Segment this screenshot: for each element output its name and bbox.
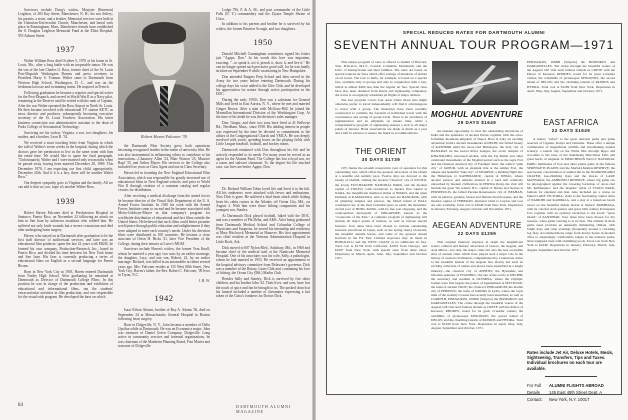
tour-title: THE ORIENT xyxy=(355,147,407,157)
rates-note: Rates include Jet Air, Deluxe Hotels, Meals, Sightseeing, Transfers, Tips and Taxes. Individual brochures on each tour are available. xyxy=(527,350,614,371)
obit-paragraph: Dr. Richard William Tobin loved life and lived it to the hilt. All his endeavors were attacked with fervor and enthusiasm. Now Dick is gone. He suffered a fatal heart attack while fishing from his cabin cruiser in the Atlantic off Ocean City, Md., on August 2. With him were those fishing companions and his youngest son, Stanley. xyxy=(216,186,310,213)
divider xyxy=(545,376,597,377)
ad-column-1 xyxy=(335,60,427,386)
portrait-photo xyxy=(118,12,210,132)
right-page xyxy=(316,0,628,420)
obit-paragraph: Don attended Rutgers Prep School and then served in the Army for two years before entering Dartmouth. During his college days his voice added to the Glee Club, and he developed his appreciation for nature through active participation in the DOC. xyxy=(216,74,310,97)
obit-paragraph: At Dartmouth Dick played football, hiked with the DOC, and was a member of Phi Delta, and AKK. After being graduated from Dartmouth Medical School and Columbia College of Physicians and Surgeons, he served his internship and residency at Mary Hitchcock Memorial in Hanover. His first appointment was chief resident at the Veterans Administration Hospital in Little Rock, Ark. xyxy=(216,213,310,244)
tour-title: MOGHUL ADVENTURE xyxy=(431,110,523,119)
contact-value: New York, N.Y. 10017 xyxy=(549,396,590,402)
class-year-heading: 1950 xyxy=(253,36,273,47)
obit-paragraph: Dick moved to 607 Nylon Blvd., Salisbury, Md., in 1960 and became chief of the medical staff at the Nanticoke Memorial Hospital. One of his associates was his wife, Sally, a pathologist, whom he had married in 1953. He received an appointment to the hospital advisory committee from Delaware's governor. Dick was a member of the Rotary, Lions Club and, continuing his love of fishing, the Ocean City (Md.) Marlin Club. xyxy=(216,245,310,276)
obit-paragraph: After receiving a medical discharge from the armed forces he became director of the Visual Aids Department of the U. S. Armed Forces Institute. In 1945 his work with the Armed Forces Institute came to an end and he became associated with Metro-Goldwyn-Mayer in that company's program for worldwide distribution of educational and fact films outside the United States. He believed that such films could better promote world peace through public education and enlightenment if they were adapted to meet each country's needs. Under his direction films were distributed in 100 countries. He became a close associate of Orton H. Hicks '21, later Vice President of the College, during their tenures at Loew's-MGM. xyxy=(118,194,210,246)
running-footer: DARTMOUTH ALUMNI MAGAZINE xyxy=(236,404,291,414)
obit-paragraph: Robert Haven Falconer died at Presbyterian Hospital in Santurce, Puerto Rico, on November 22 following an attack on him in San Juan by unknown assailants who robbed him. He suffered not only knife wounds but a severe concussion and died after undergoing brain surgery. xyxy=(18,210,113,232)
leighton-paragraph: Survivors include Doug's widow, Marjorie (Emerson) Leighton, of 283 Kay Street, Manchester, N. H.; his son Jeffrey; his parents, a sister, and a brother. Memorial services were held at the Unitarian-Universalist Church, Manchester, and burial took place in Framingham, Mass. Manchester friends have established the S. Douglas Leighton Memorial Fund at the Elliot Hospital, 955 Auburn Street. xyxy=(18,8,113,38)
obit-paragraph: Our deepest sympathy goes to Virginia and the family. All we can add is that we, too, hope it's another Walter Ross. xyxy=(18,181,113,190)
contact-value: 145 East 49th Street Dept. A xyxy=(549,389,603,395)
contact-label: Contact: xyxy=(527,396,543,402)
tour-program-advertisement xyxy=(326,23,622,402)
obit-paragraph: Surviving are his widow, Virginia, a son, two daughters, his mother, and a brother, Leon R. '33. xyxy=(18,130,113,140)
obit-paragraph: Walter William Ross died October 5, 1970 at his home in St. Louis, Mo., after a long battle with an inoperable tumor. He was the son of the late Charles G. Ross, former chief of the St. Louis Post-Dispatch Washington Bureau and press secretary to President Harry S. Truman. Walter came to Dartmouth from Western High School, Washington, D. C., and was on the freshman lacrosse and swimming teams. He majored in French. xyxy=(18,59,113,89)
contact-label: Details xyxy=(527,389,540,395)
contact-row xyxy=(527,382,615,389)
obit-paragraph: Don, Ginger, and their two sons have lived at 41 Bellevue Rd., Needham, Mass., since 1958. His abiding interest in people was expressed by the time he devoted to commitment to the affairs of the Congregational Church and YMCA. He was deeply involved with youth, spending hours on the playing fields with Little League baseball, football, and hockey teams. xyxy=(216,120,310,147)
photo-caption: Robert Haven Falconer '39 xyxy=(141,134,187,139)
ad-column-3 xyxy=(527,112,615,342)
tour-price: 22 DAYS $1649 xyxy=(551,128,591,133)
ad-intro-paragraph: The tour program covers four areas where those who might otherwise prefer to travel independently will find it advantageous to travel with a group. The itineraries have been carefully constructed to combine the freedom of individual travel with the convenience and saving of group travel. There is an avoidance of regimentation and an emphasis on leisure time, while a comprehensive program of sightseeing ensures a visit to all major points of interest. Hotel reservations are made as much as a year and a half in advance to ensure the finest in accommodations. xyxy=(335,98,427,136)
section-divider xyxy=(220,178,306,179)
obit-paragraph: During the early 1950's Don was a salesman for General Mills and lived in East Aurora, N. Y., where he met and married Ginger Brown. After a stint with McGraw-Hill, he joined the Macmillan International Division of the Worthington Corp. At the time of his death he was the division's sales manager. xyxy=(216,97,310,120)
ad-intro-paragraph: This unique program of tours is offered to alumni of Harvard, Yale, Princeton, M.I.T., Cornell, Columbia, Dartmouth, and the Univ. of Pennsylvania and their families. The tours are based on special reduced air fares which offer savings of hundreds of dollars on air travel. The tour to India, for example, is based on a special fare, available only to groups and only in conjunction with a tour, which is almost $400 less than the regular air fare. Special rates have also been obtained from hotels and sightseeing companies. Air travel is on regularly scheduled jet flights of major airlines. xyxy=(335,60,427,97)
obit-paragraph: Born in Dolgeville, N. Y., John became a member of Delta Upsilon while at Dartmouth. He was an Economics major. John was treasurer of Daniel Green Company, Dolgeville. Long active in community services and fraternal organizations, he was chairman of the Manheim Planning Board, Past Master and treasurer of Dolgeville xyxy=(118,322,210,349)
column-3 xyxy=(216,8,310,388)
column-2 xyxy=(118,144,210,388)
obit-paragraph: Survivors include Haven's widow, the former Vera Knoll, whom he married a year ago; two sons by an earlier marriage, the daughter, Lucy, and one son, Robert, 22, by an earlier marriage. Richard, was killed in an automobile accident several years ago. Mrs. Falconer resides at 155 West 68th Street, New York City. Haven's father, the Rev. Robert C. Falconer, '09 lives in Tryon, N.C. xyxy=(118,247,210,278)
obit-paragraph: Donald Mitchell Cunningham sometimes signed his letters just "Agape, Don." In his words this love was impatient, exacting: "...to speak it, act it, preach it, show it, and live it." He can no longer spread such pervasive good will, for he was fatally stricken on September 8 while vacationing in New Hampshire. xyxy=(216,51,310,74)
obit-paragraph: Born in New York City in 1918, Haven entered Dartmouth from Nutley High School. After graduating he remained at Dartmouth as Director of Dartmouth College Films. In this position he was in charge of the production and exhibition of educational and informational films, ran the students' extracurricular activities in film production, and was responsible for the visual-aids program. He developed the base on which xyxy=(18,269,113,300)
ad-footer xyxy=(527,346,615,403)
obit-paragraph: In addition to his parents and brother he is survived by his widow, the former Beatrice Scough, and two daughters. xyxy=(216,22,310,31)
contact-value: ALUMNI FLIGHTS ABROAD xyxy=(549,382,604,388)
tour-description: An unusual opportunity to view the outstanding attractions of India and the splendors of ancient Persia, together with the once-forbidden mountain kingdom of Nepal. Here is truly an exciting adventure: India's ancient monuments in DELHI, the fabled beauty of KASHMIR amid the snow-clad Himalayas, the holy city of BANARAS on the sacred River Ganges, the erotic temples of KHAJURAHO, renowned AGRA, with the Taj Mahal and other celebrated monuments of the Moghul period such as the Agra Fort and the fabulous deserted city of Fatehpur Sikri, the walled "pink city" of JAIPUR, with an elephant ride at the Amber Fort, the unique and beautiful "lake city" of UDAIPUR, a thrilling flight into the Himalayas to KATHMANDU, capital of NEPAL, where ancient palaces and temples abound in a land still relatively untouched by modern civilization. In PERSIA (Iran), the visit will include the great 5th century B.C. capital of Darius and Xerxes at PERSEPOLIS, the fabled Persian Renaissance city of ISFAHAN, with its palaces, gardens, bazaar and famous tiled mosques, and the modern capital of TEHERAN. Optional visits to Ceylon and Goa are also available. Total cost is $1649 from New York. Departures in January, February, August, October and November 1971. xyxy=(431,129,523,211)
obit-paragraph: Haven, who stayed on at Dartmouth after graduation to be the first staff director of audiovisual services, and later was an educational film producer, spent the last 22 years with MGM, he formed his own company, Production-Research, Inc., based in Puerto Rico, and divided his time between his New York home and San Juan. His firm is currently producing a series of educational films on English as a second language for Puerto Ricans. xyxy=(18,233,113,268)
ad-title: SEVENTH ANNUAL TOUR PROGRAM—1971 xyxy=(333,38,615,52)
obit-paragraph: the Dartmouth Film Society grew, both operations becoming recognized leaders in the realm of university film. He was also instrumental in influencing others to contribute to his innovations—Chauncey Allen '24, Blair Watson '25, Maurice Rapf '35, and Arthur Mayer. His services to the College also included five years as Class Agent and one in Class Secretary. xyxy=(118,144,210,170)
contact-row xyxy=(527,389,615,396)
divider xyxy=(541,346,601,347)
obit-paragraph: Dartmouth remained with Don throughout his life and he actively responded to its needs. For many years he served as an agent for the Alumni Fund. The College has lost a loyal son, we a warm and stalwart classmate. To the degree his life touched ours, our lives are better. Agape, Don. xyxy=(216,148,310,170)
obit-paragraph: Besides Sally and Stanley, Dick is survived by five other children, and his brother John '42. Their lives, and ours, have lost the touch of spice and fun he brought to us. The packed church at his funeral included a number of classmates expressing a last token of the Class's fondness for Doctor Dick. xyxy=(216,277,310,299)
obit-paragraph: We received a most touching letter from Virginia in which she told of Walter's seven weeks in the hospital, during which the doctors gave her permission to live in the same room with him the entire time. We would like to quote her final paragraph, "Unfortunately, Walter and I were married only ten months when he passed away, having been married December 20, 1969. This December 1970, I am expecting our first child, appropriately, December 20th. And if it is a boy, there will be another Walter Ross." xyxy=(18,140,113,180)
ad-kicker: SPECIAL REDUCED RATES FOR DARTMOUTH ALUMNI xyxy=(402,30,546,35)
obit-paragraph: Following graduation he became a reporter and special writer for the Post-Dispatch, and served in World War II as a Navy pilot, remaining in the Reserve until he retired with the rank of Captain. After the war Walter operated the Ross Airport in North St. Louis. He then became involved with educational TV station KETC as news director and producer, subsequently becoming executive secretary of the St. Louis Teachers Association. His latest business connection was administrative assistant to the dean of Parks College of Aeronautical Technology. xyxy=(18,90,113,130)
airplane-icon xyxy=(432,61,518,105)
obit-paragraph: Lodge 796, F. & A. M., and past commander of the Little Falls (N. Y.) commandery and the Ziyara Temple Shrine of Utica. xyxy=(216,8,310,21)
ad-column-2 xyxy=(431,106,523,386)
contact-label: For Full xyxy=(527,382,542,388)
jet-airliner-photo xyxy=(432,61,518,105)
class-year-heading: 1942 xyxy=(154,293,174,304)
tour-price: 29 DAYS $1649 xyxy=(457,120,497,125)
tour-title: AEGEAN ADVENTURE xyxy=(432,220,522,230)
tour-description-continued: EPIDAUROS, IZMIR (Smyrna) the BOSPORUS and DARDANELLES. The cruise through the beautiful waters of the Aegean will visit such famous islands as CRETE with the Palace of Knossos; RHODES, noted for its great Crusader castles; the windmills of picturesque MYKONOS; the sacred island of DELOS; and the charming islands of PATMOS and HYDRA. Total cost is $1299 from New York. Departures in April, May, July, August, September and October, 1971. xyxy=(527,60,615,93)
tour-description: This original itinerary explores in depth the magnificent scenic, cultural and historic attractions of Greece, the Aegean, and Asia Minor—not only the major cities but also the less accessible sites of ancient cities which have played such a major role in the history of western civilization, complemented by a luxurious cruise to the beautiful islands of the Aegean Sea. Rarely has such an exciting collection of names and places been assembled in a single itinerary—the classical city of ATHENS; the Byzantine and Ottoman splendor of ISTANBUL; the site of the oracle at DELPHI; the sanctuary and stadium at OLYMPIA, where the Olympic Games were first begun; the palace of Agamemnon at MYCENAE; the ruins of ancient TROY; the citadel of PERGAMUM; the marble city of EPHESUS; the ruins of SARDIS in Lydia, where the royal mint of the wealthy Croesus has recently been unearthed; as well as CORINTH, EPIDAUROS, IZMIR (Smyrna) the BOSPORUS and DARDANELLES. The cruise through the beautiful waters of the Aegean will visit such famous islands as CRETE with the Palace of Knossos; RHODES, noted for its great Crusader castles; the windmills of picturesque MYKONOS; the sacred island of DELOS; and the charming islands of PATMOS and HYDRA. Total cost is $1299 from New York. Departures in April, May, July, August, September and October, 1971. xyxy=(431,239,523,330)
page-number: 84 xyxy=(18,403,23,408)
signoff: J. B. W. xyxy=(198,278,210,283)
column-1 xyxy=(18,8,113,301)
obit-paragraph: Isaac Edwin Ahearn, brother of Roy A. Adams '36, died on September 24 at Massachusetts General Hospital in Boston following heart surgery. xyxy=(118,308,210,321)
tour-price: 30 DAYS $1739 xyxy=(361,157,401,163)
class-year-heading: 1937 xyxy=(56,44,75,55)
class-year-heading: 1939 xyxy=(56,195,75,206)
tour-price: 22 DAYS $1299 xyxy=(457,230,497,236)
tour-description: 1971 marks the seventh consecutive year of operation for this outstanding tour, which offers the greatest attractions of the Orient at a sensible and realistic pace. Twelve days are devoted to the beauty of JAPAN, visiting the ancient "classical" city of KYOTO, the lovely FUJI-HAKONE NATIONAL PARK, and the modern capital of TOKYO, with excursions to Japan's first capital at NARA, the magnificent medieval shrine at NIKKO, and the giant Daibutsu at KAMAKURA. Also to be seen are BANGKOK, with its glittering temples and palaces, the fabled island of BALI, considered one of the most beautiful spots on earth, the mountain-circled port of HONG KONG, with its free port shopping, and the cosmopolitan metropolis of SINGAPORE, known as the "crossroads of the East." A complete program of sightseeing will include all major points of interest, as well as various special features. Tour dates have been chosen to include outstanding seasonal attractions in Japan, such as the spring cherry blossoms, the beautiful autumn leaves, and some of the greatest annual festivals in the Far East. Limited stopovers may be made in HONOLULU and the WEST COAST at no additional air fare. Total cost is $1739 from California, $1932 from Chicago, and $1997 from New York, with special rates from other cities. Departures in March, April, June, July, September and October 1971. xyxy=(335,166,427,261)
tour-title: EAST AFRICA xyxy=(543,118,599,127)
tour-description: A luxury "safari" to the great national parks and game reserves of Uganda, Kenya and Tanzania. These offer a unique combination of magnificent wildlife and breathtaking natural scenery: a launch trip on the White Nile through hippo and crocodile to the base of the thundering Murchison Falls and great herds of elephant in MURCHISON FALLS NATIONAL PARK; multitudes of lion and other plains game in the famous SERENGETI PLAINS and the MASAI-MARA RESERVE; the spectacular concentration of animal life in the NGORONGORO CRATER; tree-climbing lions and the shores of LAKE MANYARA; the AMBOSELI RESERVE, where big game can be photographed against the towering backdrop of snow-clad Mt. Kilimanjaro; and the majestic wilds of TSAVO PARK, famous for elephant and lion. Also included are a cruise on famed LAKE VICTORIA, visits to the fascinating capital cities of NAIROBI and KAMPALA, and a stay at a luxurious beach resort on the beautiful Indian Ocean at historic MOMBASA, with its colorful Arab quarter and great 16th century Portuguese fort, together with an optional excursion to the exotic "spice island" of ZANZIBAR. Tour dates have been chosen for dry seasons, when game viewing is at its best. The altitude in most game areas provides an unusually stimulating climate, with bright days and crisp evenings (frequently around a crackling log fire). Accommodations range from luxury hotels in modern cities to surprisingly comfortable lodges in the national parks, most equipped even with swimming pools. Total cost from New York is $1649. Departures in January, February, March, July, August, September and October 1971. xyxy=(527,137,615,252)
obit-paragraph: Haven led in founding the New England Educational Film Association, which was responsible for greatly increased use of educational films in New England schools, and prior to World War II through creation of a common catalog and regular circuits for distribution. xyxy=(118,171,210,193)
contact-row xyxy=(527,396,615,403)
